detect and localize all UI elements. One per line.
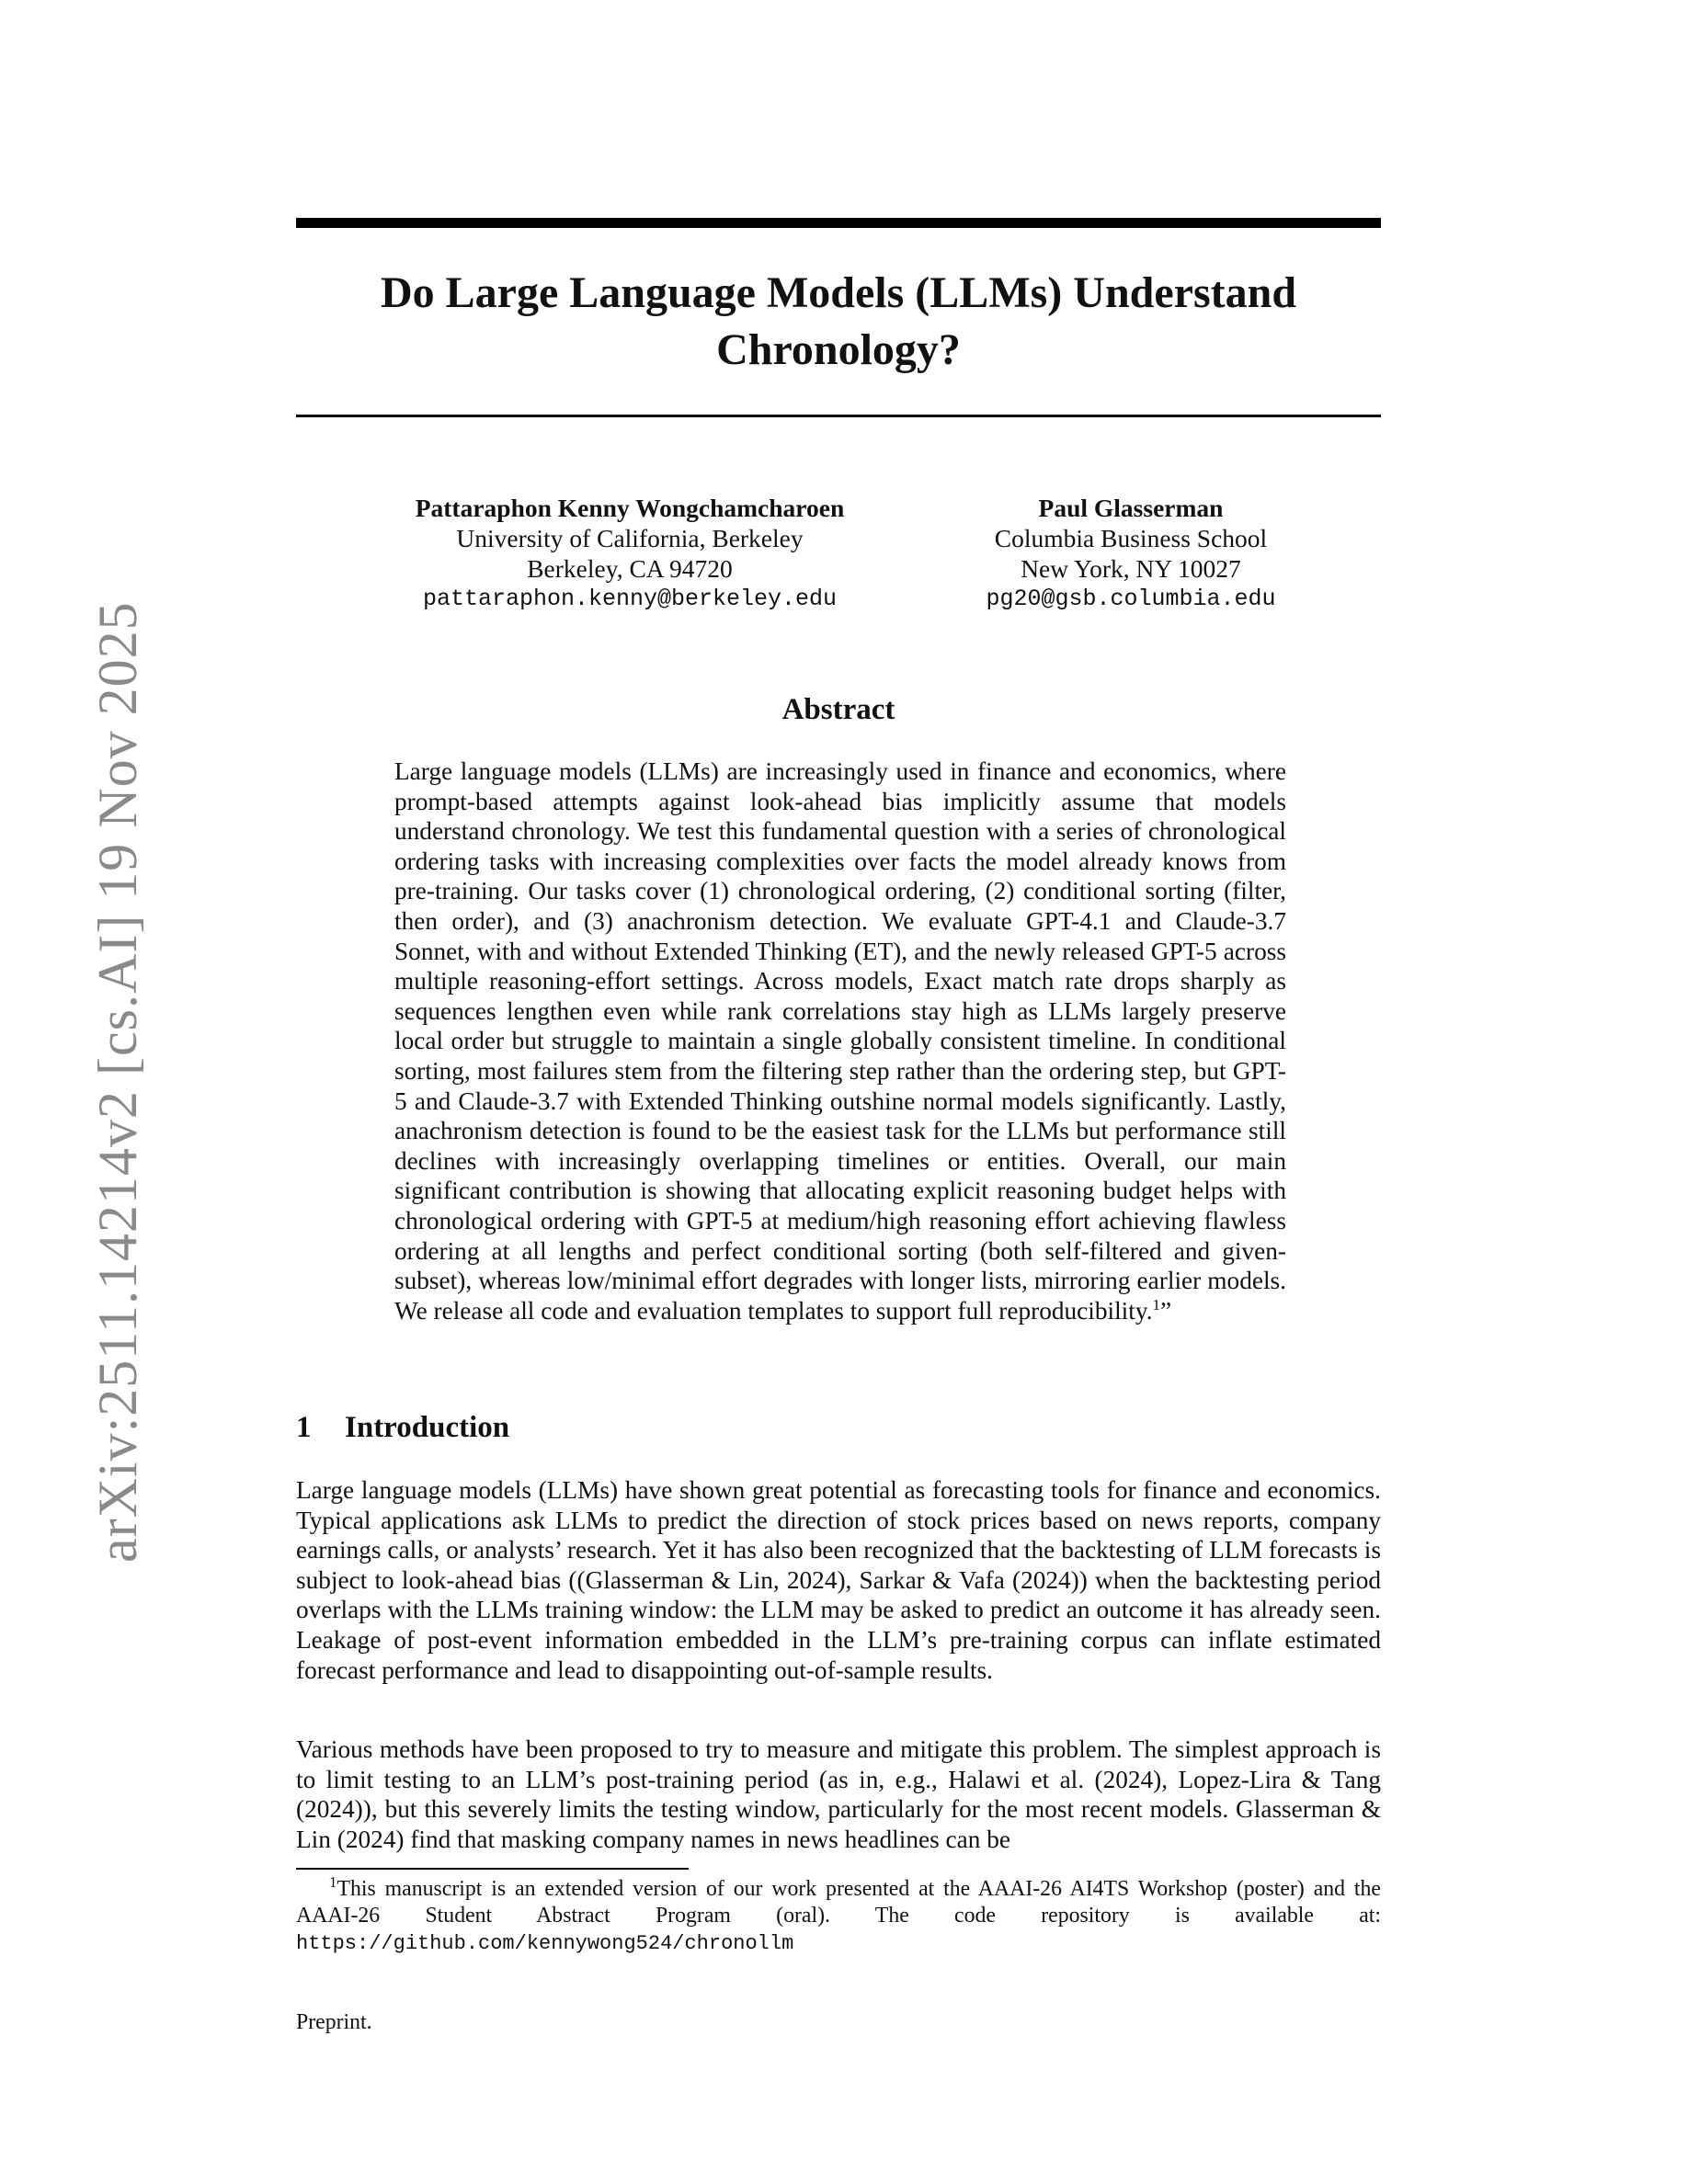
author-block-1 [368, 493, 892, 614]
paper-title-line-2: Chronology? [716, 325, 961, 374]
footnote-text: This manuscript is an extended version of our work presented at the AAAI-26 AI4TS Workshop (poster) and the AAAI-26 Student Abstract Program (oral). The code repository is available at: [296, 1877, 1381, 1928]
footnote-number: 1 [329, 1873, 337, 1892]
footnote-marker: 1 [1152, 1295, 1161, 1314]
author-name: Pattaraphon Kenny Wongchamcharoen [415, 494, 845, 522]
title-bottom-rule [296, 415, 1381, 417]
intro-paragraph-2: Various methods have been proposed to try to measure and mitigate this problem. The simplest approach is to limit testing to an LLM’s post-training period (as in, e.g., Halawi et al. (2024), Lopez-Lira & Tang (2024)), but this severely limits the testing window, particularly for the most recent models. Glasserman & Lin (2024) find that masking company names in news headlines can be [296, 1735, 1381, 1853]
author-email: pg20@gsb.columbia.edu [986, 586, 1276, 612]
preprint-label: Preprint. [296, 2010, 372, 2034]
author-name: Paul Glasserman [1038, 494, 1224, 522]
abstract-heading: Abstract [781, 693, 895, 726]
footnote-url-link[interactable]: https://github.com/kennywong524/chronollm [296, 1932, 794, 1955]
author-address: Berkeley, CA 94720 [527, 554, 733, 583]
author-affiliation: University of California, Berkeley [456, 524, 804, 552]
paper-title-line-1: Do Large Language Models (LLMs) Understand [380, 268, 1297, 317]
author-affiliation: Columbia Business School [994, 524, 1268, 552]
footnote-rule [296, 1868, 689, 1870]
footnote [296, 1873, 1381, 1957]
section-heading-introduction [296, 1409, 509, 1446]
author-address: New York, NY 10027 [1021, 554, 1241, 583]
abstract-trailing-quote: ” [1160, 1296, 1172, 1325]
arxiv-identifier-stamp: arXiv:2511.14214v2 [cs.AI] 19 Nov 2025 [87, 601, 148, 1563]
section-number: 1 [296, 1411, 312, 1444]
abstract-body [394, 756, 1286, 1325]
author-email: pattaraphon.kenny@berkeley.edu [422, 586, 838, 612]
intro-paragraph-1: Large language models (LLMs) have shown great potential as forecasting tools for finance and economics. Typical applications ask LLMs to predict the direction of stock prices based on news reports, company earnings calls, or analysts’ research. Yet it has also been recognized that the backtesting of LLM forecasts is subject to look-ahead bias ((Glasserman & Lin, 2024), Sarkar & Vafa (2024)) when the backtesting period overlaps with the LLMs training window: the LLM may be asked to predict an outcome it has already seen. Leakage of post-event information embedded in the LLM’s pre-training corpus can inflate estimated forecast performance and lead to disappointing out-of-sample results. [296, 1476, 1381, 1684]
abstract-text: Large language models (LLMs) are increasingly used in finance and economics, where prompt-based attempts against look-ahead bias implicitly assume that models understand chronology. We test this fundamental question with a series of chronological ordering tasks with increasing complexities over facts the model already knows from pre-training. Our tasks cover (1) chronological ordering, (2) conditional sorting (filter, then order), and (3) anachronism detection. We evaluate GPT-4.1 and Claude-3.7 Sonnet, with and without Extended Thinking (ET), and the newly released GPT-5 across multiple reasoning-effort settings. Across models, Exact match rate drops sharply as sequences lengthen even while rank correlations stay high as LLMs largely preserve local order but struggle to maintain a single globally consistent timeline. In conditional sorting, most failures stem from the filtering step rather than the ordering step, but GPT-5 and Claude-3.7 with Extended Thinking outshine normal models significantly. Lastly, anachronism detection is found to be the easiest task for the LLMs but performance still declines with increasingly overlapping timelines or entities. Overall, our main significant contribution is showing that allocating explicit reasoning budget helps with chronological ordering with GPT-5 at medium/high reasoning effort achieving flawless ordering at all lengths and perfect conditional sorting (both self-filtered and given-subset), whereas low/minimal effort degrades with longer lists, mirroring earlier models. We release all code and evaluation templates to support full reproducibility. [394, 757, 1286, 1325]
paper-title [296, 265, 1381, 379]
section-title: Introduction [345, 1411, 510, 1444]
title-top-rule [296, 218, 1381, 228]
author-block-2 [947, 493, 1315, 614]
